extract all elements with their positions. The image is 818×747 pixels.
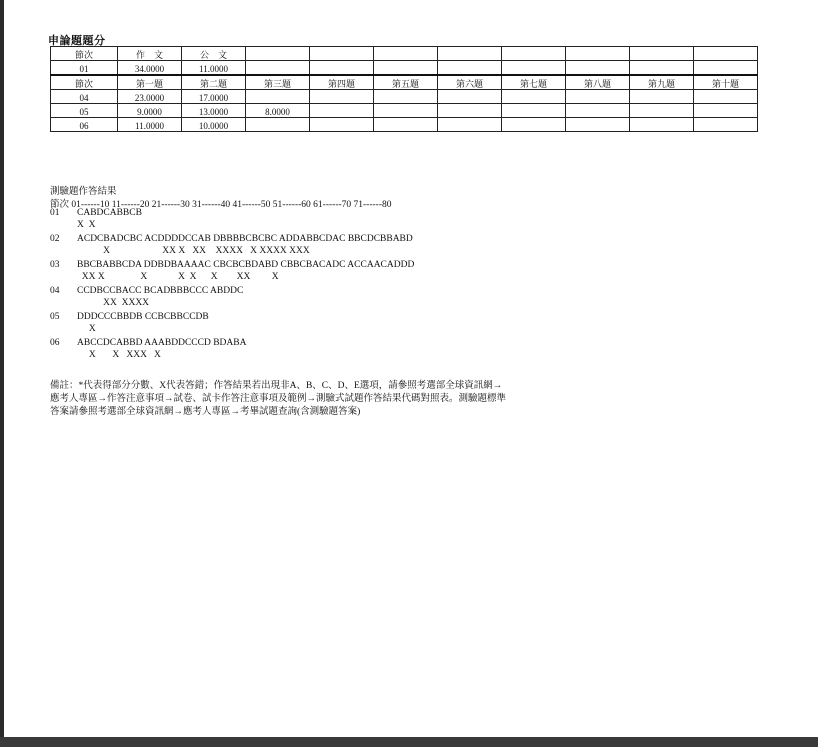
table-cell: 第七題 [502,75,566,90]
table-cell: 第十題 [694,75,758,90]
quiz-answers: ABCCDCABBD AAABDDCCCD BDABA [77,338,247,348]
essay-scores-title: 申論題題分 [48,35,106,47]
table-cell [438,104,502,118]
table-cell [630,47,694,61]
quiz-results-header: 節次 01------10 11------20 21------30 31------40 41------50 51------60 61------70 71------80 [50,200,392,210]
table-cell [694,61,758,76]
table-row [51,90,758,104]
quiz-answers: CABDCABBCB [77,208,142,218]
table-cell: 第一題 [118,75,182,90]
table-cell [566,90,630,104]
notes [50,380,506,419]
table-cell: 04 [51,90,118,104]
table-cell [502,104,566,118]
table-cell [310,47,374,61]
quiz-section-number: 02 [50,234,60,244]
quiz-answers: BBCBABBCDA DDBDBAAAAC CBCBCBDABD CBBCBACADC ACCAACADDD [77,260,415,270]
quiz-section-number: 06 [50,338,60,348]
table-cell: 節次 [51,75,118,90]
table-cell: 34.0000 [118,61,182,76]
table-cell: 23.0000 [118,90,182,104]
table-cell [502,118,566,132]
table-cell [374,90,438,104]
table-cell [310,90,374,104]
table-cell: 13.0000 [182,104,246,118]
table-cell [374,47,438,61]
table-row [51,118,758,132]
table-cell: 第三題 [246,75,310,90]
quiz-wrong-marks: XX XXXX [77,298,150,308]
table-cell [374,61,438,76]
table-cell [310,118,374,132]
table-cell: 第六題 [438,75,502,90]
essay-scores-table [50,46,758,132]
table-cell [502,61,566,76]
note-line: 備註：*代表得部分分數、X代表答錯；作答結果若出現非A、B、C、D、E選項，請參照考選部全球資訊網→ [50,381,503,391]
table-cell [694,118,758,132]
table-cell [630,118,694,132]
table-cell: 公 文 [182,47,246,61]
table-cell [246,118,310,132]
table-cell: 17.0000 [182,90,246,104]
table-cell [438,118,502,132]
table-cell: 10.0000 [182,118,246,132]
table-cell [438,61,502,76]
table-cell: 06 [51,118,118,132]
table-cell [438,47,502,61]
table-row [51,61,758,76]
table-header-row [51,47,758,61]
table-cell [502,90,566,104]
quiz-wrong-marks: X XX X XX XXXX X XXXX XXX [77,246,310,256]
quiz-section-number: 04 [50,286,60,296]
table-cell: 第五題 [374,75,438,90]
quiz-wrong-marks: X X [77,220,96,230]
table-cell [374,104,438,118]
table-cell: 01 [51,61,118,76]
quiz-section-number: 05 [50,312,60,322]
quiz-section-number: 03 [50,260,60,270]
quiz-wrong-marks: XX X X X X X XX X [77,272,279,282]
quiz-wrong-marks: X X XXX X [77,350,161,360]
table-cell [374,118,438,132]
table-cell: 作 文 [118,47,182,61]
table-cell [310,104,374,118]
table-cell: 8.0000 [246,104,310,118]
table-cell [310,61,374,76]
table-cell: 第九題 [630,75,694,90]
table-cell [566,118,630,132]
quiz-results-title: 測驗題作答結果 [50,187,117,197]
table-cell [694,104,758,118]
table-cell: 第八題 [566,75,630,90]
note-line: 應考人專區→作答注意事項→試卷、試卡作答注意事項及範例→測驗式試題作答結果代碼對照表。測驗題標準 [50,394,507,404]
table-cell [630,104,694,118]
note-line: 答案請參照考選部全球資訊網→應考人專區→考畢試題查詢(含測驗題答案) [50,407,361,417]
table-cell [502,47,566,61]
quiz-wrong-marks: X [77,324,96,334]
table-cell [246,47,310,61]
table-cell: 11.0000 [182,61,246,76]
table-cell [566,104,630,118]
quiz-answers: CCDBCCBACC BCADBBBCCC ABDDC [77,286,244,296]
table-cell [630,61,694,76]
table-cell [566,47,630,61]
table-row [51,104,758,118]
table-cell: 第四題 [310,75,374,90]
table-cell: 11.0000 [118,118,182,132]
quiz-answers: ACDCBADCBC ACDDDDCCAB DBBBBCBCBC ADDABBCDAC BBCDCBBABD [77,234,413,244]
table-cell: 9.0000 [118,104,182,118]
table-header-row [51,75,758,90]
table-cell: 05 [51,104,118,118]
quiz-answers: DDDCCCBBDB CCBCBBCCDB [77,312,209,322]
table-cell [566,61,630,76]
table-cell: 第二題 [182,75,246,90]
table-cell: 節次 [51,47,118,61]
table-cell [246,61,310,76]
quiz-section-number: 01 [50,208,60,218]
table-cell [438,90,502,104]
viewer-bottom-bar [0,737,818,747]
table-cell [694,47,758,61]
table-cell [246,90,310,104]
table-cell [630,90,694,104]
table-cell [694,90,758,104]
